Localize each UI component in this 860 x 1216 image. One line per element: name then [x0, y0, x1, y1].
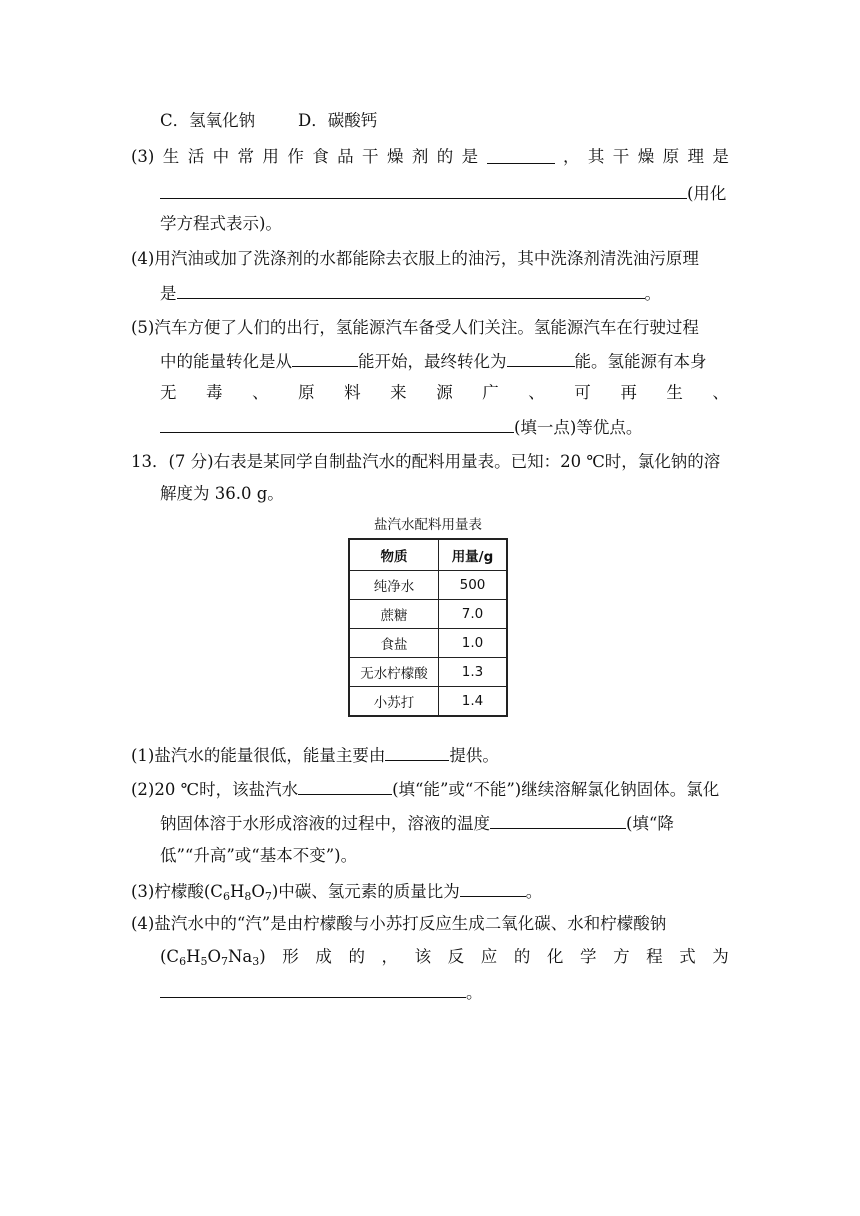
q5-char: 毒 [206, 383, 223, 402]
q5-line3 [160, 383, 729, 403]
q5-char: 、 [252, 383, 269, 402]
s4-char: 的 [513, 947, 531, 966]
s2-blank-can[interactable] [298, 778, 392, 795]
q5-char: 、 [528, 383, 545, 402]
q3-char: 干 [362, 147, 379, 166]
s3-blank[interactable] [460, 880, 526, 897]
sodium-citrate-formula: $(C_6H_5O_7Na_3)$ [160, 947, 266, 968]
q3-char: 作 [287, 147, 304, 166]
q3-line3: 学方程式表示)。 [160, 214, 282, 233]
q5-blank-advantage[interactable] [160, 416, 514, 433]
q3-char: 是 [461, 147, 479, 166]
s4-char: 该 [414, 947, 432, 966]
q3-char: 是 [712, 147, 729, 166]
header-amount: 用量/g [439, 539, 508, 571]
q3-char: 用 [262, 147, 279, 166]
q4-blank[interactable] [177, 282, 645, 299]
table-row [349, 687, 507, 717]
q5-blank-end[interactable] [507, 350, 575, 367]
cell-substance: 小苏打 [349, 687, 439, 717]
q3-char: 食 [312, 147, 329, 166]
table-caption: 盐汽水配料用量表 [374, 517, 482, 533]
q3-char: ， [562, 147, 580, 166]
recipe-table [348, 538, 508, 717]
q5-char: 可 [574, 383, 591, 402]
q3-char: 生 [162, 147, 180, 166]
table-row [349, 600, 507, 629]
s2-line2: 钠固体溶于水形成溶液的过程中，溶液的温度 (填“降 [160, 814, 674, 833]
cell-amount: 1.3 [439, 658, 508, 687]
table-row [349, 658, 507, 687]
s2-line1: (2)20 ℃时，该盐汽水 (填“能”或“不能”)继续溶解氯化钠固体。氯化 [131, 780, 720, 799]
q4-line2: 是 。 [160, 284, 661, 303]
q3-char: 干 [612, 147, 630, 166]
q3-char: 活 [187, 147, 205, 166]
s4-char: 程 [646, 947, 663, 966]
q13-line1: 13．(7 分)右表是某同学自制盐汽水的配料用量表。已知：20 ℃时，氯化钠的溶 [131, 452, 721, 471]
q5-char: 广 [482, 383, 499, 402]
q3-char: 其 [587, 147, 605, 166]
q5-char: 生 [666, 383, 683, 402]
q3-char: 燥 [386, 147, 404, 166]
s4-char: 为 [712, 947, 729, 966]
q3-char: 燥 [637, 147, 655, 166]
s3-line: (3)柠檬酸$(C_6H_8O_7)$中碳、氢元素的质量比为 。 [131, 882, 543, 903]
cell-substance: 纯净水 [349, 571, 439, 600]
s4-line1: (4)盐汽水中的“汽”是由柠檬酸与小苏打反应生成二氧化碳、水和柠檬酸钠 [131, 914, 667, 933]
s4-char: 反 [447, 947, 465, 966]
table-header-row [349, 539, 507, 571]
q5-char: 无 [160, 383, 177, 402]
table-row [349, 629, 507, 658]
q3-char: 品 [337, 147, 354, 166]
q13-line2: 解度为 36.0 g。 [160, 484, 284, 503]
s4-char: ， [381, 947, 399, 966]
q5-line1: (5)汽车方便了人们的出行，氢能源汽车备受人们关注。氢能源汽车在行驶过程 [131, 318, 699, 337]
s2-blank-temperature[interactable] [490, 812, 626, 829]
s4-blank-equation[interactable] [160, 981, 466, 998]
q3-char: 常 [237, 147, 254, 166]
q5-char: 再 [620, 383, 637, 402]
s4-char: 应 [480, 947, 498, 966]
cell-substance: 无水柠檬酸 [349, 658, 439, 687]
s4-line3: 。 [160, 981, 483, 1003]
option-d: D．碳酸钙 [298, 111, 378, 130]
cell-substance: 蔗糖 [349, 600, 439, 629]
q3-char: 的 [436, 147, 454, 166]
cell-substance: 食盐 [349, 629, 439, 658]
s4-char: 形 [282, 947, 299, 966]
s4-char: 式 [679, 947, 696, 966]
s4-char: 学 [579, 947, 597, 966]
q5-line4: (填一点)等优点。 [160, 416, 642, 438]
cell-amount: 1.0 [439, 629, 508, 658]
q5-char: 来 [390, 383, 407, 402]
q3-blank-equation[interactable] [160, 182, 687, 199]
s1-blank[interactable] [385, 744, 449, 761]
q5-char: 、 [712, 383, 729, 402]
s2-line3: 低”“升高”或“基本不变”)。 [160, 846, 358, 865]
cell-amount: 1.4 [439, 687, 508, 717]
table-row [349, 571, 507, 600]
q3-char: 剂 [411, 147, 429, 166]
option-c: C．氢氧化钠 [160, 111, 256, 130]
cell-amount: 7.0 [439, 600, 508, 629]
q3-char: 中 [212, 147, 230, 166]
s4-line2 [160, 947, 729, 967]
q3-blank-desiccant[interactable] [487, 147, 555, 164]
s1-line: (1)盐汽水的能量很低，能量主要由 提供。 [131, 746, 499, 765]
q5-char: 原 [298, 383, 315, 402]
q3-line2: (用化 [160, 182, 726, 204]
q3-char: 原 [662, 147, 680, 166]
s4-char: 成 [315, 947, 332, 966]
q5-char: 料 [344, 383, 361, 402]
q3-line1: (3) 生 活 中 常 用 作 食 品 干 燥 剂 的 是 ， 其 干 燥 原 理 是 [131, 147, 729, 166]
s4-char: 化 [546, 947, 564, 966]
q4-line1: (4)用汽油或加了洗涤剂的水都能除去衣服上的油污，其中洗涤剂清洗油污原理 [131, 249, 699, 268]
q5-line2: 中的能量转化是从 能开始，最终转化为 能。氢能源有本身 [160, 352, 707, 371]
s4-char: 方 [613, 947, 630, 966]
q3-char: 理 [687, 147, 704, 166]
cell-amount: 500 [439, 571, 508, 600]
q5-char: 源 [436, 383, 453, 402]
q5-blank-start[interactable] [292, 350, 358, 367]
s4-char: 的 [348, 947, 365, 966]
header-substance: 物质 [349, 539, 439, 571]
